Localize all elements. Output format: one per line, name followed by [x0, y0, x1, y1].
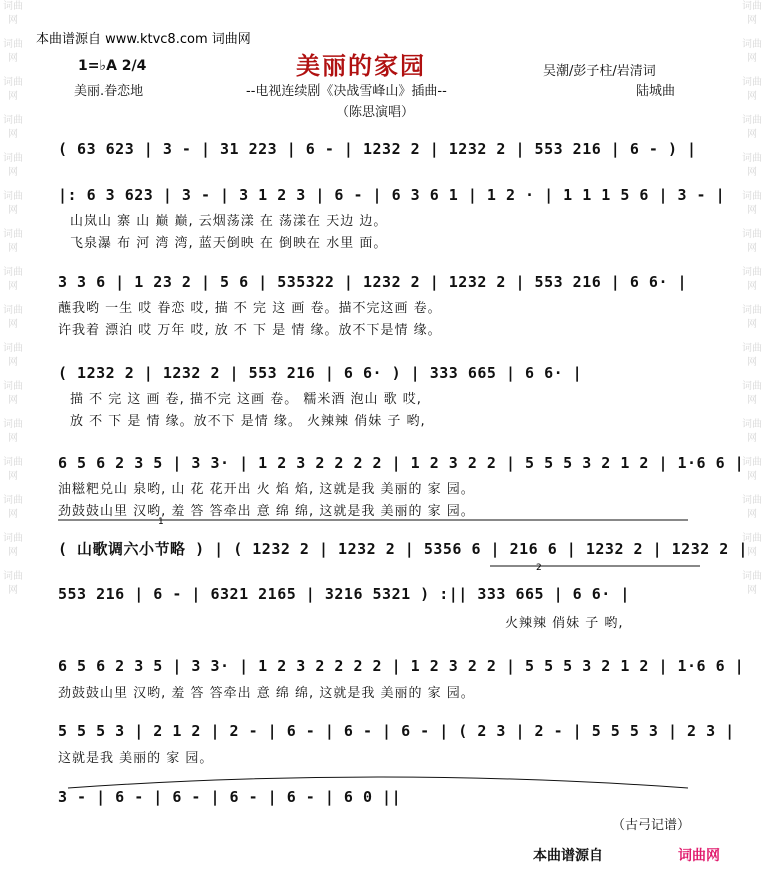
svg-text:1: 1 [158, 517, 164, 527]
score-line-5-lyric-2: 劲鼓鼓山里 汉哟, 羞 答 答牵出 意 绵 绵, 这就是我 美丽的 家 园。 [58, 504, 475, 519]
svg-text:2: 2 [536, 563, 542, 573]
notation-credit: （古弓记谱） [612, 818, 691, 833]
score-line-4-lyric-2: 放 不 下 是 情 缘。放不下 是情 缘。 火辣辣 俏妹 子 哟, [70, 414, 426, 429]
source-watermark: 本曲谱源自 www.ktvc8.com 词曲网 [36, 32, 251, 47]
song-title: 美丽的家园 [296, 52, 426, 80]
score-line-5-lyric-1: 油糍粑兑山 泉哟, 山 花 花开出 火 焰 焰, 这就是我 美丽的 家 园。 [58, 482, 475, 497]
song-source: --电视连续剧《决战雪峰山》插曲-- [246, 84, 447, 99]
composer: 陆城曲 [636, 84, 676, 99]
bottom-source: 本曲谱源自 [533, 848, 603, 864]
score-line-1-notes: ( 63 623 | 3 - | 31 223 | 6 - | 1232 2 | 1232 2 | 553 216 | 6 - ) | [58, 140, 697, 158]
mood-marking: 美丽.眷恋地 [74, 84, 144, 99]
score-line-10-notes: 3 - | 6 - | 6 - | 6 - | 6 - | 6 0 || [58, 788, 402, 806]
score-line-9-lyric-1: 这就是我 美丽的 家 园。 [58, 751, 214, 766]
performer: （陈思演唱） [336, 105, 415, 120]
score-line-8-notes: 6 5 6 2 3 5 | 3 3· | 1 2 3 2 2 2 2 | 1 2 3 2 2 | 5 5 5 3 2 1 2 | 1·6 6 | [58, 657, 745, 675]
score-line-3-notes: 3 3 6 | 1 23 2 | 5 6 | 535322 | 1232 2 | 1232 2 | 553 216 | 6 6· | [58, 273, 688, 291]
side-watermark-left: 词曲网 词曲网 词曲网 词曲网 词曲网 词曲网 词曲网 词曲网 词曲网 词曲网 词曲网 词曲网 词曲网 词曲网 词曲网 词曲网 [3, 1, 23, 596]
tie-arc [58, 770, 698, 790]
volta-bracket-2 [490, 560, 710, 574]
lyricists: 吴潮/彭子柱/岩清词 [543, 64, 656, 79]
score-line-8-lyric-1: 劲鼓鼓山里 汉哟, 羞 答 答牵出 意 绵 绵, 这就是我 美丽的 家 园。 [58, 686, 475, 701]
score-line-7-notes: 553 216 | 6 - | 6321 2165 | 3216 5321 ) :|| 333 665 | 6 6· | [58, 585, 630, 603]
score-line-3-lyric-1: 蘸我哟 一生 哎 眷恋 哎, 描 不 完 这 画 卷。描不完这画 卷。 [58, 301, 442, 316]
score-line-4-notes: ( 1232 2 | 1232 2 | 553 216 | 6 6· ) | 333 665 | 6 6· | [58, 364, 583, 382]
bottom-brand: 词曲网 [678, 848, 720, 864]
score-line-2-lyric-1: 山岚山 寨 山 巅 巅, 云烟荡漾 在 荡漾在 天边 边。 [70, 214, 388, 229]
side-watermark-right: 词曲网 词曲网 词曲网 词曲网 词曲网 词曲网 词曲网 词曲网 词曲网 词曲网 词曲网 词曲网 词曲网 词曲网 词曲网 词曲网 [742, 1, 762, 596]
key-signature: 1=♭A 2/4 [78, 58, 147, 74]
score-line-2-notes: |: 6 3 623 | 3 - | 3 1 2 3 | 6 - | 6 3 6 1 | 1 2 · | 1 1 1 5 6 | 3 - | [58, 186, 726, 204]
score-line-9-notes: 5 5 5 3 | 2 1 2 | 2 - | 6 - | 6 - | 6 - | ( 2 3 | 2 - | 5 5 5 3 | 2 3 | [58, 722, 735, 740]
score-line-7-lyric-1: 火辣辣 俏妹 子 哟, [505, 616, 624, 631]
volta-bracket-1 [58, 514, 698, 528]
score-line-6-notes: ( 山歌调六小节略 ) | ( 1232 2 | 1232 2 | 5356 6 | 216 6 | 1232 2 | 1232 2 | [58, 540, 748, 558]
score-line-3-lyric-2: 许我着 漂泊 哎 万年 哎, 放 不 下 是 情 缘。放不下是情 缘。 [58, 323, 442, 338]
score-line-4-lyric-1: 描 不 完 这 画 卷, 描不完 这画 卷。 糯米酒 泡山 歌 哎, [70, 392, 422, 407]
score-line-2-lyric-2: 飞泉瀑 布 河 湾 湾, 蓝天倒映 在 倒映在 水里 面。 [70, 236, 388, 251]
score-line-5-notes: 6 5 6 2 3 5 | 3 3· | 1 2 3 2 2 2 2 | 1 2 3 2 2 | 5 5 5 3 2 1 2 | 1·6 6 | [58, 454, 745, 472]
